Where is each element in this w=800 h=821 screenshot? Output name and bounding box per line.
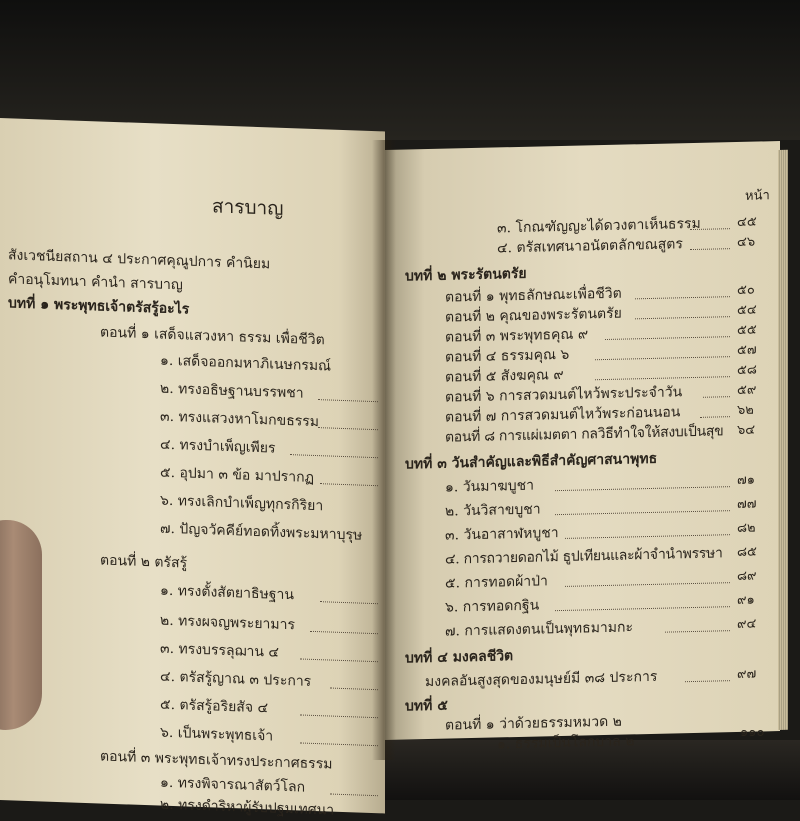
leader-dots: [665, 630, 730, 632]
toc-item: ๑. วันมาฆบูชา: [445, 477, 534, 496]
leader-dots: [555, 606, 730, 611]
leader-dots: [320, 601, 378, 604]
section-3-heading: ตอนที่ ๓ พระพุทธเจ้าทรงประกาศธรรม: [100, 748, 333, 773]
page-number: ๗๑: [737, 472, 756, 489]
toc-item: ๔. ตรัสรู้ญาณ ๓ ประการ: [160, 668, 312, 690]
toc-item: ๒. วันวิสาขบูชา: [445, 501, 541, 520]
page-title: สารบาญ: [212, 195, 284, 220]
toc-item: ๗. ปัญจวัคคีย์ทอดทิ้งพระมหาบุรุษ: [160, 520, 363, 544]
leader-dots: [595, 356, 730, 360]
dark-background-top: [0, 0, 800, 140]
toc-item: ๕. ตรัสรู้อริยสัจ ๔: [160, 696, 269, 717]
toc-item: ๑. ทรงตั้งสัตยาธิษฐาน: [160, 582, 294, 604]
holding-thumb: [0, 520, 42, 730]
leader-dots: [565, 534, 730, 539]
leader-dots: [605, 336, 730, 340]
intro-line-1: สังเวชนียสถาน ๔ ประกาศคุณูปการ คำนิยม: [8, 247, 271, 273]
toc-item: ๖. ทรงเลิกบำเพ็ญทุกรกิริยา: [160, 492, 324, 515]
toc-item: ๔. ตรัสเทศนาอนัตตลักขณสูตร: [497, 236, 683, 257]
chapter-2-heading: บทที่ ๒ พระรัตนตรัย: [405, 265, 527, 285]
page-number: ๘๒: [737, 520, 756, 537]
section-1-heading: ตอนที่ ๑ เสด็จแสวงหา ธรรม เพื่อชีวิต: [100, 324, 325, 349]
chapter-3-heading: บทที่ ๓ วันสำคัญและพิธีสำคัญศาสนาพุทธ: [405, 450, 658, 473]
leader-dots: [690, 228, 730, 230]
intro-line-2: คำอนุโมทนา คำนำ สารบาญ: [8, 271, 183, 294]
toc-item: ๖. เป็นพระพุทธเจ้า: [160, 724, 274, 745]
page-number: ๖๒: [737, 402, 754, 419]
leader-dots: [318, 399, 378, 402]
page-number: ๕๘: [737, 362, 757, 379]
toc-item: ตอนที่ ๔ ธรรมคุณ ๖: [445, 346, 570, 366]
page-number: ๔๕: [737, 214, 757, 231]
section-heading: ตอนที่ ๑ ว่าด้วยธรรมหมวด ๒: [445, 713, 622, 734]
leader-dots: [555, 486, 730, 491]
right-page: [385, 141, 780, 753]
page-edges: [778, 150, 788, 730]
page-number: ๘๕: [737, 544, 757, 561]
toc-item: ๓. ทรงบรรลุฌาน ๔: [160, 640, 279, 661]
toc-item: ๑. ทรงพิจารณาสัตว์โลก: [160, 774, 306, 796]
leader-dots: [300, 742, 378, 746]
leader-dots: [555, 510, 730, 515]
leader-dots: [310, 631, 378, 634]
page-number: ๘๙: [737, 568, 757, 585]
leader-dots: [290, 454, 378, 458]
toc-item: ๑. เสด็จออกมหาภิเนษกรมณ์: [160, 352, 332, 375]
leader-dots: [595, 376, 730, 380]
page-column-header: หน้า: [745, 188, 770, 204]
leader-dots: [320, 483, 378, 486]
page-number: ๔๖: [737, 234, 756, 251]
toc-item: ๔. ทรงบำเพ็ญเพียร: [160, 436, 276, 457]
leader-dots: [690, 248, 730, 250]
page-number: ๕๕: [737, 322, 757, 339]
toc-item: ๓. โกณฑัญญะได้ดวงตาเห็นธรรม: [497, 215, 701, 237]
leader-dots: [565, 582, 730, 587]
toc-item: ๓. ทรงแสวงหาโมกขธรรม: [160, 408, 320, 431]
toc-item: ๖. การทอดกฐิน: [445, 597, 540, 616]
toc-item: ตอนที่ ๑ พุทธลักษณะเพื่อชีวิต: [445, 285, 622, 306]
toc-item: ตอนที่ ๒ คุณของพระรัตนตรัย: [445, 305, 622, 326]
toc-item: ตอนที่ ๖ การสวดมนต์ไหว้พระประจำวัน: [445, 384, 683, 406]
leader-dots: [300, 714, 378, 718]
page-number: ๗๗: [737, 496, 757, 513]
toc-item: ตอนที่ ๕ สังฆคุณ ๙: [445, 366, 564, 386]
leader-dots: [703, 396, 730, 398]
page-number: ๑๑๐: [740, 725, 765, 740]
toc-item: ๒. ทรงอธิษฐานบรรพชา: [160, 380, 304, 402]
toc-item: ๓. วันอาสาฬหบูชา: [445, 525, 559, 544]
book-gutter: [372, 140, 396, 760]
toc-item: ๕. อุปมา ๓ ข้อ มาปรากฏ: [160, 464, 315, 486]
page-number: ๕๔: [737, 302, 757, 319]
toc-item: มงคลอันสูงสุดของมนุษย์มี ๓๘ ประการ: [425, 668, 658, 691]
toc-item: ตอนที่ ๓ พระพุทธคุณ ๙: [445, 326, 589, 346]
leader-dots: [330, 688, 378, 691]
leader-dots: [635, 296, 730, 299]
chapter-4-heading: บทที่ ๔ มงคลชีวิต: [405, 648, 514, 667]
page-number: ๖๔: [737, 422, 756, 439]
leader-dots: [685, 680, 730, 682]
page-number: ๙๑: [737, 592, 755, 609]
page-number: ๕๐: [737, 282, 755, 299]
page-number: ๕๗: [737, 342, 757, 359]
toc-item: ๔. การถวายดอกไม้ ธูปเทียนและผ้าจำนำพรรษา: [445, 545, 723, 568]
leader-dots: [318, 427, 378, 430]
toc-item: ๒. ทรงดำริหาผู้รับปฐมเทศนา: [160, 796, 335, 819]
leader-dots: [330, 794, 378, 797]
leader-dots: [635, 316, 730, 319]
toc-item: ๗. การแสดงตนเป็นพุทธมามกะ: [445, 619, 634, 640]
left-page: [0, 118, 385, 819]
toc-item: ๑. ธรรมเป็นโลกบาล ๒: [497, 733, 635, 753]
section-2-heading: ตอนที่ ๒ ตรัสรู้: [100, 552, 188, 572]
toc-item: ๒. ทรงผจญพระยามาร: [160, 612, 295, 634]
chapter-1-heading: บทที่ ๑ พระพุทธเจ้าตรัสรู้อะไร: [8, 295, 190, 318]
toc-item: ตอนที่ ๘ การแผ่เมตตา กลวิธีทำใจให้สงบเป็นสุข: [445, 423, 724, 446]
toc-item: ๕. การทอดผ้าป่า: [445, 573, 548, 592]
page-number: ๙๔: [737, 616, 757, 633]
page-number: ๙๗: [737, 666, 757, 683]
leader-dots: [300, 658, 378, 662]
toc-item: ตอนที่ ๗ การสวดมนต์ไหว้พระก่อนนอน: [445, 404, 681, 426]
leader-dots: [700, 416, 730, 418]
page-number: ๕๙: [737, 382, 757, 399]
chapter-5-heading: บทที่ ๕: [405, 697, 448, 715]
